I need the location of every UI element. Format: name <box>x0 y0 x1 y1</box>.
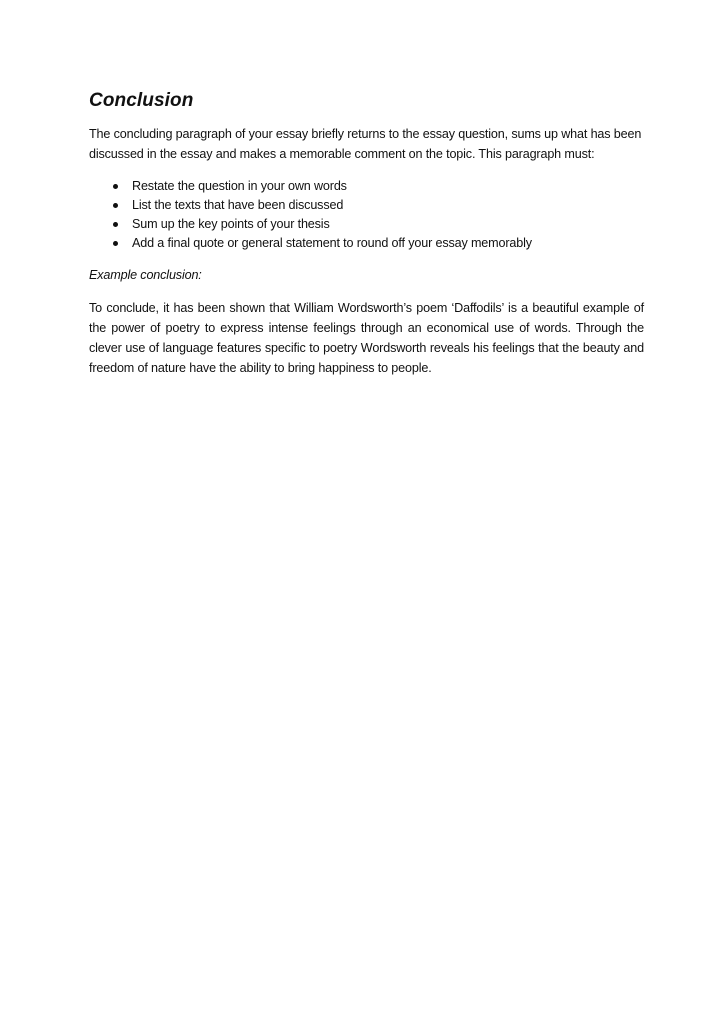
list-item <box>89 177 644 196</box>
requirements-list <box>89 177 644 253</box>
bullet-icon <box>113 203 118 208</box>
list-item-text: Restate the question in your own words <box>132 179 347 193</box>
document-page <box>89 88 644 391</box>
bullet-icon <box>113 241 118 246</box>
list-item <box>89 196 644 215</box>
list-item <box>89 215 644 234</box>
example-paragraph: To conclude, it has been shown that William Wordsworth’s poem ‘Daffodils’ is a beautiful example of the power of poetry to express intense feelings through an economical use of words. Through the clever use of language features specific to poetry Wordsworth reveals his feelings that the beauty and freedom of nature have the ability to bring happiness to people. <box>89 301 644 375</box>
list-item-text: Sum up the key points of your thesis <box>132 217 330 231</box>
list-item-text: List the texts that have been discussed <box>132 198 344 212</box>
intro-paragraph: The concluding paragraph of your essay briefly returns to the essay question, sums up what has been discussed in the essay and makes a memorable comment on the topic. This paragraph must: <box>89 127 642 161</box>
bullet-icon <box>113 184 118 189</box>
example-label: Example conclusion: <box>89 268 202 282</box>
bullet-icon <box>113 222 118 227</box>
list-item <box>89 234 644 253</box>
list-item-text: Add a final quote or general statement to round off your essay memorably <box>132 236 532 250</box>
section-heading: Conclusion <box>89 90 194 111</box>
